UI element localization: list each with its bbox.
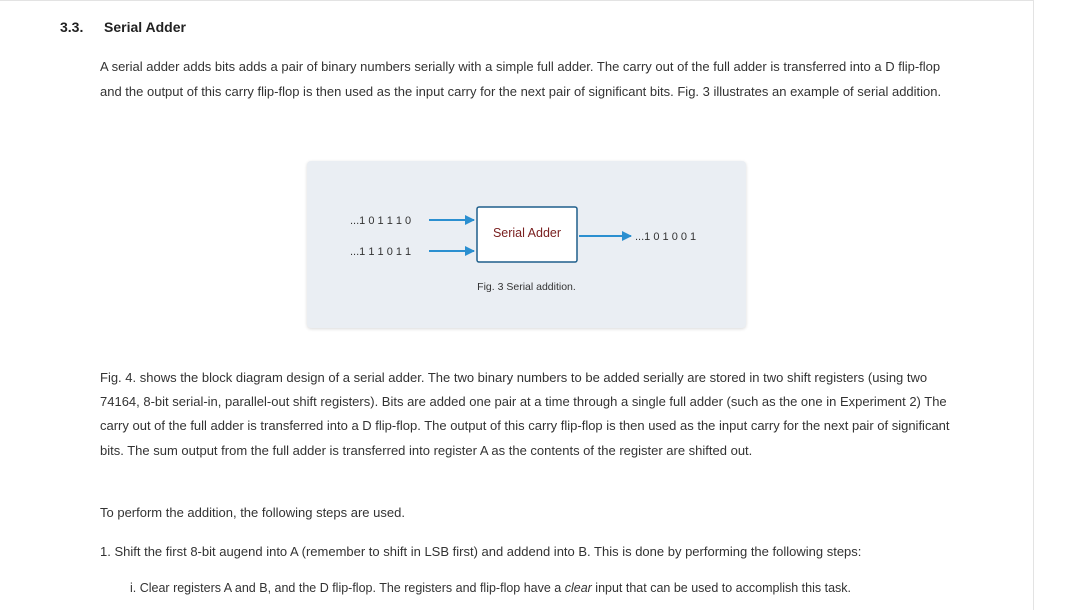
- serial-adder-diagram: [307, 161, 746, 328]
- section-title: Serial Adder: [104, 19, 186, 35]
- input-a-label: ...1 0 1 1 1 0: [350, 215, 412, 227]
- input-b-label: ...1 1 1 0 1 1: [350, 246, 412, 258]
- intro-paragraph: A serial adder adds bits adds a pair of binary numbers serially with a simple full adder. The carry out of the full adder is transferred into a D flip-flop and the output of this carry flip-flop is then used as the input carry for the next pair of significant bits. Fig. 3 illustrates an example of serial addition.: [100, 59, 942, 99]
- step-1-i-text: i. Clear registers A and B, and the D flip-flop. The registers and flip-flop have a: [130, 581, 565, 595]
- steps-intro: To perform the addition, the following steps are used.: [100, 505, 405, 520]
- output-label: ...1 0 1 0 0 1: [635, 231, 697, 243]
- step-1: 1. Shift the first 8-bit augend into A (remember to shift in LSB first) and addend into B. This is done by performing the following steps:: [100, 544, 862, 559]
- serial-addition-figure: [307, 161, 746, 328]
- step-1-i-text-end: input that can be used to accomplish this task.: [591, 581, 852, 595]
- top-border: [0, 0, 1034, 1]
- serial-adder-label: Serial Adder: [492, 226, 562, 240]
- figure-caption: Fig. 3 Serial addition.: [477, 281, 576, 293]
- step-1-i-emphasis: clear: [564, 581, 592, 595]
- right-border: [1033, 0, 1034, 610]
- section-number: 3.3.: [60, 19, 84, 35]
- section-heading: [60, 19, 186, 35]
- block-diagram-paragraph: Fig. 4. shows the block diagram design of a serial adder. The two binary numbers to be added serially are stored in two shift registers (using two 74164, 8-bit serial-in, parallel-out shift registers). Bits are added one pair at a time through a single full adder (such as the one in Experiment 2) The carry out of the full adder is transferred into a D flip-flop. The output of this carry flip-flop is then used as the input carry for the next pair of significant bits. The sum output from the full adder is transferred into register A as the contents of the register are shifted out.: [100, 370, 950, 458]
- step-1-i: [130, 578, 1010, 598]
